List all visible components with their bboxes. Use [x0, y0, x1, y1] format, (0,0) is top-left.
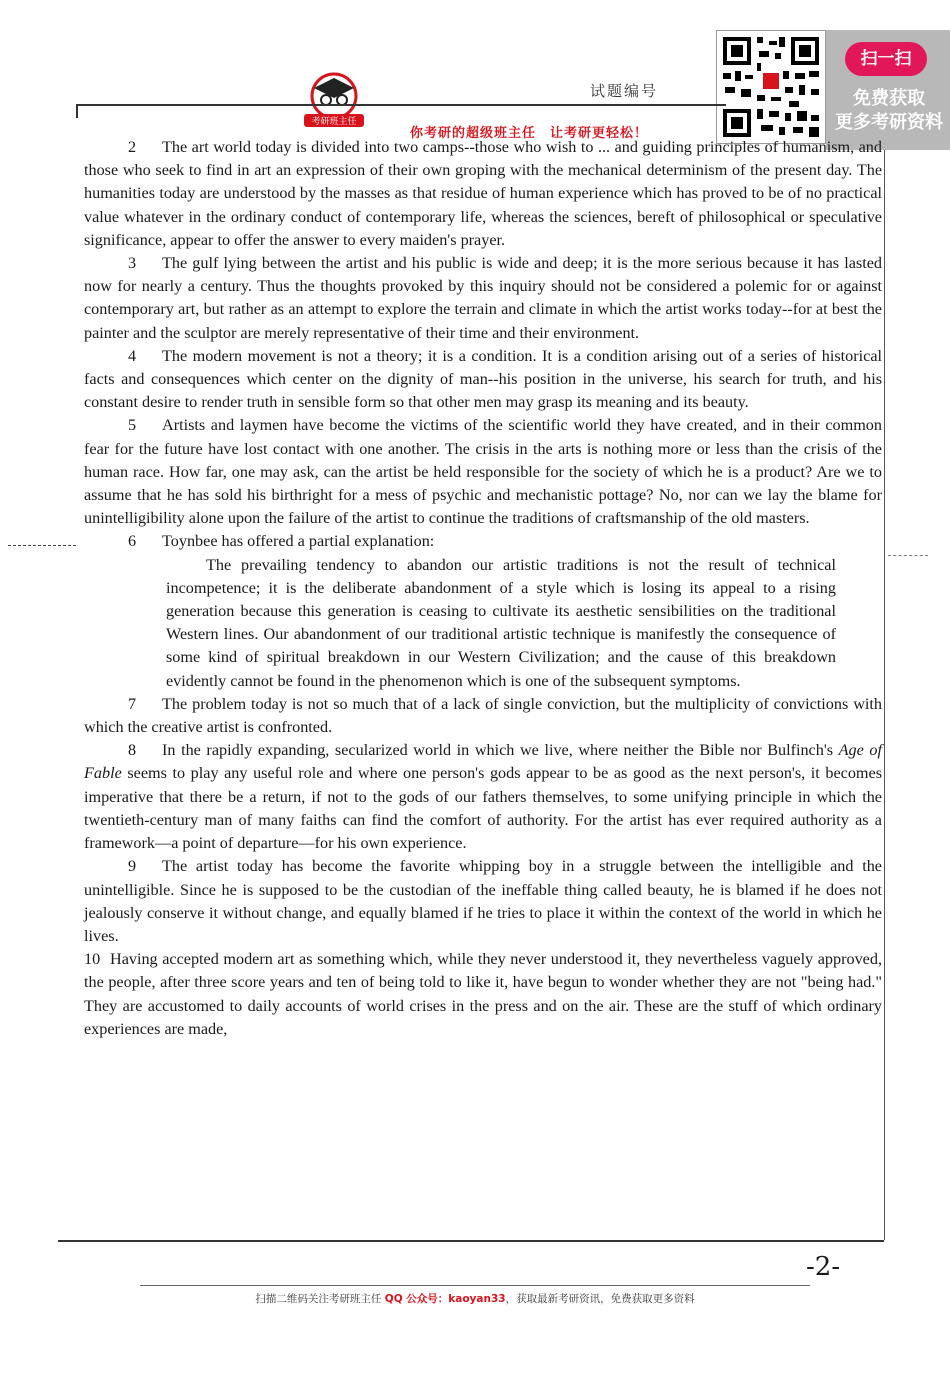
- cut-line-right: [888, 555, 928, 556]
- frame-right-rule: [884, 150, 885, 1240]
- paragraph-number: 4: [128, 346, 137, 365]
- frame-top-rule: [76, 104, 726, 106]
- paragraph-number: 6: [128, 532, 137, 551]
- paragraph-number: 7: [128, 694, 137, 713]
- qr-code-icon[interactable]: [716, 30, 826, 144]
- paragraph-text: The gulf lying between the artist and his public is wide and deep; it is the more serious because it has lasted now for nearly a century. Thus the thoughts provoked by this inquiry should not be considered a polemic for or against contemporary art, but rather as an attempt to explore the terrain and climate in which the artist works today--for at best the painter and the sculptor are merely representative of their time and their environment.: [84, 254, 882, 342]
- frame-bottom-rule: [58, 1240, 884, 1242]
- paragraph-2: [84, 136, 882, 252]
- book-title: Age of Fable: [84, 741, 882, 783]
- footer-highlight: QQ 公众号：kaoyan33: [384, 1293, 506, 1305]
- promo-badge[interactable]: 扫一扫: [845, 42, 927, 76]
- paragraph-text-pre: In the rapidly expanding, secularized world in which we live, where neither the Bible nor Bulfinch's: [162, 741, 839, 760]
- paragraph-text: The modern movement is not a theory; it is a condition. It is a condition arising out of a series of historical facts and consequences which center on the dignity of man--his position in the universe, his search for truth, and his constant desire to render truth in sensible form so that other men may grasp its meaning and its beauty.: [84, 346, 882, 412]
- paragraph-number: 8: [128, 741, 137, 760]
- footer-rule: [140, 1285, 810, 1286]
- paragraph-text: The art world today is divided into two camps--those who wish to ... and guiding principles of humanism, and those who seek to find in art an expression of their own groping with the mechanical determinism of the present day. The humanities today are understood by the masses as that residue of human experience which has proved to be of no practical value whatever in the ordinary conduct of contemporary life, whereas the sciences, bereft of philosophical or speculative significance, appear to offer the answer to every maiden's prayer.: [84, 138, 882, 249]
- promo-line-1: 免费获取: [853, 88, 925, 109]
- paragraph-8: [84, 739, 882, 855]
- slogan: 你考研的超级班主任 让考研更轻松！: [410, 126, 649, 141]
- paragraph-text: Toynbee has offered a partial explanation:: [162, 532, 435, 551]
- footer-post: ，获取最新考研资讯，免费获取更多资料: [505, 1293, 695, 1305]
- paragraph-9: [84, 855, 882, 948]
- footer-pre: 扫描二维码关注考研班主任: [255, 1293, 385, 1305]
- paragraph-7: [84, 693, 882, 739]
- paragraph-3: [84, 252, 882, 345]
- paragraph-text: The problem today is not so much that of a lack of single conviction, but the multiplicity of convictions with which the creative artist is confronted.: [84, 694, 882, 737]
- toynbee-quote: [166, 554, 836, 693]
- paragraph-text: Having accepted modern art as something which, while they never understood it, they nevertheless vaguely approved, the people, after three score years and ten of being told to like it, have begun to wonder whether they are not "being had." They are accustomed to daily accounts of world crises in the press and on the air. These are the stuff of which ordinary experiences are made,: [84, 950, 882, 1038]
- page-number: -2-: [806, 1252, 841, 1282]
- paragraph-4: [84, 345, 882, 415]
- cut-line-left: [8, 545, 76, 546]
- paragraph-10: [84, 948, 882, 1041]
- paragraph-number: 5: [128, 416, 137, 435]
- paragraph-5: [84, 414, 882, 530]
- kaoyan-logo: [298, 70, 370, 130]
- paragraph-text-post: seems to play any useful role and where one person's gods appear to be as good as the next person's, it becomes imperative that there be a return, if not to the gods of our fathers themselves, to some unifying principle in which the twentieth-century man of many faiths can find the comfort of authority. For the artist has ever required authority as a framework—a point of departure—for his own experience.: [84, 764, 882, 853]
- logo-text: 考研班主任: [311, 117, 357, 127]
- paragraph-text: The artist today has become the favorite whipping boy in a struggle between the intelligible and the unintelligible. Since he is supposed to be the custodian of the ineffable thing called beauty, he is blamed if he does not jealously conserve it without change, and equally blamed if he tries to place it within the context of the world in which he lives.: [84, 857, 882, 945]
- footer-note: [140, 1291, 810, 1306]
- serial-label: 试题编号: [590, 82, 659, 100]
- paragraph-text: Artists and laymen have become the victims of the scientific world they have created, and in their common fear for the future have lost contact with one another. The crisis in the arts is nothing more or less than the crisis of the human race. How far, one may ask, can the artist be held responsible for the society of which he is a product? Are we to assume that he has sold his birthright for a mess of psychic and mechanistic pottage? No, nor can we lay the blame for unintelligibility alone upon the failure of the artist to continue the traditions of craftsmanship of the old masters.: [84, 416, 882, 528]
- paragraph-6: [84, 530, 882, 553]
- exam-passage: [84, 136, 882, 1041]
- paragraph-number: 2: [128, 138, 137, 156]
- paragraph-number: 10: [84, 950, 101, 969]
- paragraph-number: 9: [128, 857, 137, 876]
- paragraph-number: 3: [128, 254, 137, 273]
- promo-line-2: 更多考研资料: [835, 112, 943, 133]
- frame-left-tick: [76, 104, 78, 118]
- quote-text: The prevailing tendency to abandon our artistic traditions is not the result of technical incompetence; it is the deliberate abandonment of a style which is losing its appeal to a rising generation because this generation is ceasing to cultivate its aesthetic sensibilities on the traditional Western lines. Our abandonment of our traditional artistic technique is manifestly the consequence of some kind of spiritual breakdown in our Western Civilization; and the cause of this breakdown evidently cannot be found in the phenomenon which is one of the subsequent symptoms.: [166, 555, 836, 690]
